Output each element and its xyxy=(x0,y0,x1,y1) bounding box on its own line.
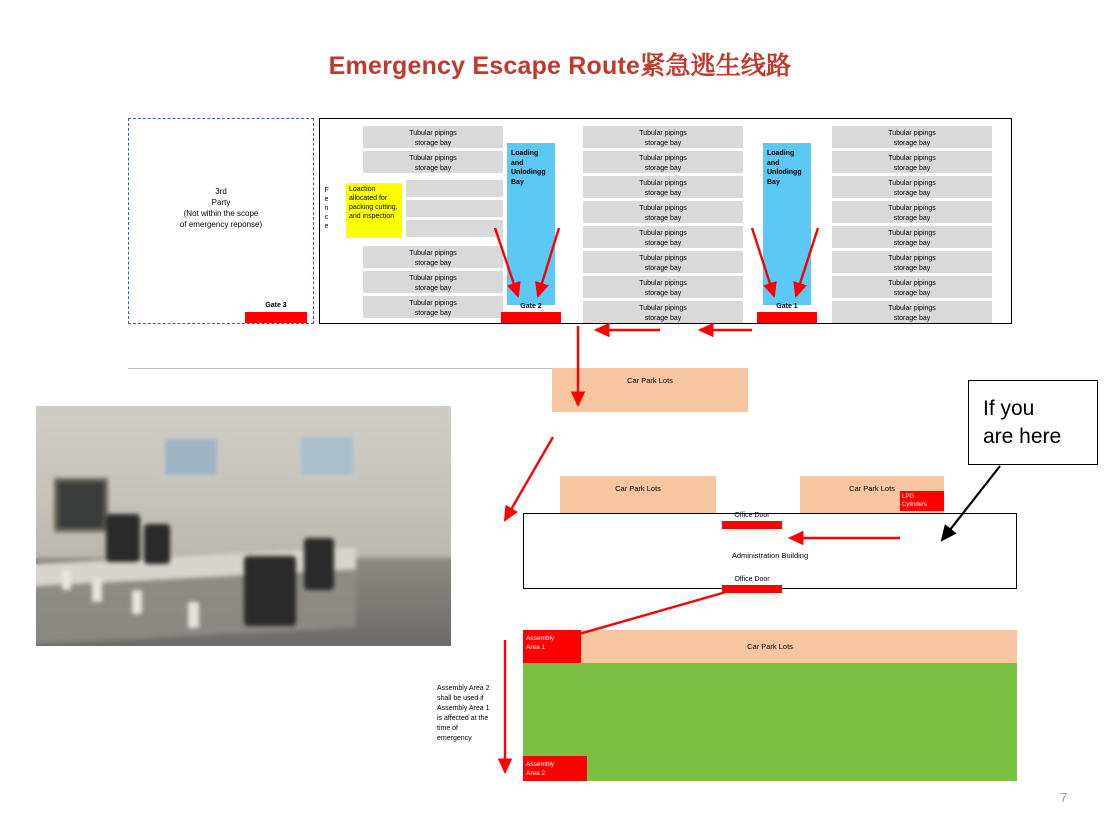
bay-line-1: Tubular pipings xyxy=(639,255,687,262)
bay-line-1: Tubular pipings xyxy=(639,305,687,312)
car-park-lot-top xyxy=(552,368,748,412)
bay-line-2: storage bay xyxy=(893,189,931,197)
loading-bay-line: Bay xyxy=(767,178,780,186)
bay-line-1: Tubular pipings xyxy=(639,130,687,137)
assembly-area-2[interactable] xyxy=(523,756,587,781)
loading-unloading-bay-2 xyxy=(507,143,555,305)
bay-line-2: storage bay xyxy=(644,139,682,147)
car-park-label: Car Park Lots xyxy=(849,484,895,493)
storage-bay xyxy=(832,276,992,298)
callout-line-2: are here xyxy=(983,425,1062,448)
loading-bay-line: and xyxy=(767,159,780,167)
fence-letter: e xyxy=(324,196,329,203)
bay-line-2: storage bay xyxy=(644,214,682,222)
assembly-note-line: is affected at the xyxy=(437,715,489,722)
assembly-area-1[interactable] xyxy=(523,630,581,663)
storage-bay xyxy=(363,246,503,268)
loading-bay-line: Loading xyxy=(767,150,795,157)
office-door-bottom[interactable] xyxy=(722,585,782,593)
assembly-area-1-line-2: Area 1 xyxy=(526,644,546,651)
storage-bay xyxy=(832,301,992,323)
storage-bay xyxy=(832,251,992,273)
administration-building-label: Administration Building xyxy=(731,551,809,560)
bay-line-1: Tubular pipings xyxy=(639,180,687,187)
bay-line-2: storage bay xyxy=(893,239,931,247)
storage-bay xyxy=(583,251,743,273)
storage-bay xyxy=(363,296,503,318)
gate-2-label: Gate 2 xyxy=(520,303,542,310)
bay-line-2: storage bay xyxy=(893,214,931,222)
bay-line-1: Tubular pipings xyxy=(639,155,687,162)
fence-letter: F xyxy=(324,187,329,194)
third-party-label xyxy=(128,186,314,230)
callout-line-1: If you xyxy=(983,397,1035,420)
car-park-lot-left xyxy=(560,476,716,513)
lpg-line-1: LPG xyxy=(902,494,915,500)
you-are-here-callout xyxy=(968,380,1098,465)
bay-line-1: Tubular pipings xyxy=(888,230,936,237)
bay-line-1: Tubular pipings xyxy=(639,230,687,237)
storage-bay xyxy=(832,201,992,223)
gate-3[interactable] xyxy=(245,312,307,323)
storage-bay xyxy=(363,271,503,293)
storage-bay xyxy=(406,200,503,217)
packing-cutting-inspection-area: Loaction allocated for packing cutting, and inspection xyxy=(346,183,402,238)
bay-line-1: Tubular pipings xyxy=(888,205,936,212)
assembly-area-1-line-1: Assembly xyxy=(526,635,555,642)
bay-line-2: storage bay xyxy=(893,289,931,297)
car-park-lot-assembly xyxy=(523,630,1017,663)
assembly-note-line: time of xyxy=(437,725,459,732)
gate-1-label: Gate 1 xyxy=(776,303,798,310)
office-door-top-label: Office Door xyxy=(734,512,770,519)
bay-line-2: storage bay xyxy=(893,139,931,147)
gate-3-label: Gate 3 xyxy=(265,302,287,309)
bay-line-2: storage bay xyxy=(644,239,682,247)
storage-bay xyxy=(583,176,743,198)
bay-line-1: Tubular pipings xyxy=(888,255,936,262)
storage-bay xyxy=(832,226,992,248)
storage-bay xyxy=(583,126,743,148)
storage-bay xyxy=(832,151,992,173)
car-park-label: Car Park Lots xyxy=(615,484,661,493)
third-party-line-4: of emergency reponse) xyxy=(179,220,263,229)
office-door-top[interactable] xyxy=(722,521,782,529)
car-park-label: Car Park Lots xyxy=(747,642,793,651)
office-door-bottom-label: Office Door xyxy=(734,576,770,583)
bay-line-2: storage bay xyxy=(893,164,931,172)
fence-letter: n xyxy=(324,205,329,212)
bay-line-1: Tubular pipings xyxy=(888,305,936,312)
bay-line-2: storage bay xyxy=(644,189,682,197)
assembly-note-line: emergency xyxy=(437,735,472,742)
loading-bay-line: and xyxy=(511,159,524,167)
storage-bay xyxy=(363,126,503,148)
storage-bay xyxy=(583,151,743,173)
assembly-area-note xyxy=(437,684,517,744)
bay-line-1: Tubular pipings xyxy=(639,280,687,287)
gate-1[interactable] xyxy=(757,312,817,323)
page-number: 7 xyxy=(1060,790,1068,805)
storage-bay xyxy=(406,180,503,197)
car-park-label: Car Park Lots xyxy=(627,376,673,385)
fence-letter: c xyxy=(324,214,329,221)
bay-line-1: Tubular pipings xyxy=(409,130,457,137)
assembly-area-2-line-2: Area 2 xyxy=(526,770,546,777)
bay-line-2: storage bay xyxy=(414,309,452,317)
lpg-line-2: Cylinders xyxy=(902,502,928,508)
assembly-note-line: shall be used if xyxy=(437,695,484,702)
assembly-area-2-line-1: Assembly xyxy=(526,761,555,768)
fence-letter: e xyxy=(324,223,329,230)
bay-line-2: storage bay xyxy=(414,139,452,147)
storage-bay xyxy=(406,220,503,237)
bay-line-1: Tubular pipings xyxy=(888,155,936,162)
bay-line-2: storage bay xyxy=(644,314,682,322)
assembly-note-line: Assembly Area 1 xyxy=(437,705,490,712)
assembly-field xyxy=(523,663,1017,781)
bay-line-1: Tubular pipings xyxy=(409,155,457,162)
third-party-line-1: 3rd xyxy=(215,187,227,196)
bay-line-1: Tubular pipings xyxy=(888,180,936,187)
bay-line-2: storage bay xyxy=(414,164,452,172)
storage-bay xyxy=(832,126,992,148)
bay-line-1: Tubular pipings xyxy=(639,205,687,212)
bay-line-2: storage bay xyxy=(644,264,682,272)
storage-bay xyxy=(832,176,992,198)
bay-line-2: storage bay xyxy=(893,264,931,272)
bay-line-2: storage bay xyxy=(414,259,452,267)
bay-line-2: storage bay xyxy=(644,289,682,297)
bay-line-2: storage bay xyxy=(893,314,931,322)
storage-bay xyxy=(583,276,743,298)
bay-line-1: Tubular pipings xyxy=(409,300,457,307)
loading-bay-line: Unlodingg xyxy=(511,169,546,176)
lpg-cylinders xyxy=(900,491,944,511)
gate-2[interactable] xyxy=(501,312,561,323)
loading-unloading-bay-1 xyxy=(763,143,811,305)
bay-line-1: Tubular pipings xyxy=(888,280,936,287)
assembly-note-line: Assembly Area 2 xyxy=(437,685,490,692)
bay-line-2: storage bay xyxy=(644,164,682,172)
bay-line-1: Tubular pipings xyxy=(888,130,936,137)
storage-bay xyxy=(583,226,743,248)
loading-bay-line: Bay xyxy=(511,178,524,186)
meeting-room-photo xyxy=(36,406,451,646)
bay-line-2: storage bay xyxy=(414,284,452,292)
storage-bay xyxy=(583,201,743,223)
bay-line-1: Tubular pipings xyxy=(409,275,457,282)
third-party-line-3: (Not within the scope xyxy=(183,209,259,218)
bay-line-1: Tubular pipings xyxy=(409,250,457,257)
storage-bay xyxy=(583,301,743,323)
third-party-line-2: Party xyxy=(211,198,231,207)
loading-bay-line: Loading xyxy=(511,150,539,157)
fence-label xyxy=(322,186,331,231)
storage-bay xyxy=(363,151,503,173)
page-title: Emergency Escape Route紧急逃生线路 xyxy=(328,52,792,80)
loading-bay-line: Unlodingg xyxy=(767,169,802,176)
